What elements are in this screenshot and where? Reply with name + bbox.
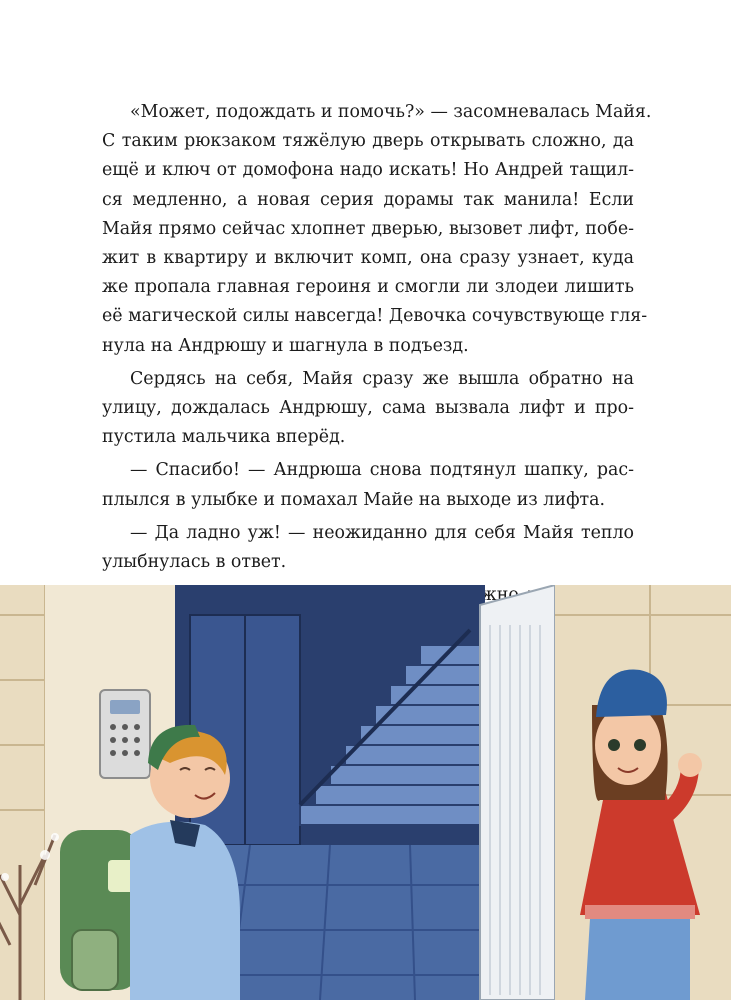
illustration-svg <box>0 585 731 1000</box>
story-line: её магической силы навсегда! Девочка сочувствующе гля- <box>102 306 648 327</box>
story-line: — Спасибо! — Андрюша снова подтянул шапку, рас- <box>130 460 634 481</box>
story-line: пустила мальчика вперёд. <box>102 427 346 448</box>
story-line: Майя прямо сейчас хлопнет дверью, вызовет лифт, побе- <box>102 218 634 239</box>
story-line: — Да ладно уж! — неожиданно для себя Майя тепло <box>130 522 634 543</box>
story-line: можно <box>456 585 519 606</box>
story-line: нула на Андрюшу и шагнула в подъезд. <box>102 335 469 356</box>
illustration-entrance-scene <box>0 585 731 1000</box>
story-line: Сердясь на себя, Майя сразу же вышла обратно на <box>130 368 634 389</box>
story-line: «Может, подождать и помочь?» — засомневалась Майя. <box>130 102 652 122</box>
story-line: ся медленно, а новая серия дорамы так манила! Если <box>102 189 634 210</box>
story-line: улыбнулась в ответ. <box>102 552 287 573</box>
story-line: плылся в улыбке и помахал Майе на выходе из лифта. <box>102 489 606 510</box>
girl-jeans <box>585 919 690 1000</box>
boy-jacket <box>130 822 240 1000</box>
story-line: улицу, дождалась Андрюшу, сама вызвала лифт и про- <box>102 398 634 419</box>
open-door <box>480 585 555 1000</box>
story-line: же пропала главная героиня и смогли ли злодеи лишить <box>102 277 634 298</box>
story-line: жит в квартиру и включит комп, она сразу узнает, куда <box>102 248 634 269</box>
story-text <box>102 98 652 669</box>
story-line: ещё и ключ от домофона надо искать! Но Андрей тащил- <box>102 160 634 181</box>
story-line: С таким рюкзаком тяжёлую дверь открывать сложно, да <box>102 131 634 152</box>
intercom-panel <box>100 690 150 778</box>
